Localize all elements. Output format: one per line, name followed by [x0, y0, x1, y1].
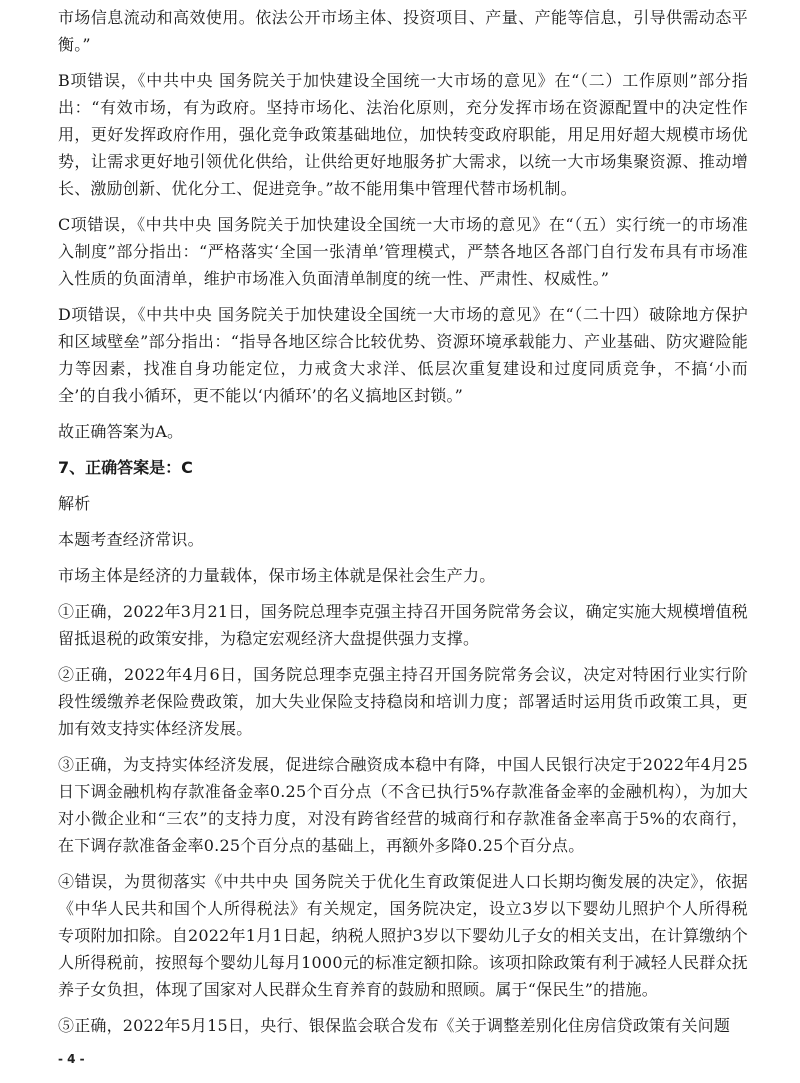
- analysis-item-4: ④错误，为贯彻落实《中共中央 国务院关于优化生育政策促进人口长期均衡发展的决定》，依据《中华人民共和国个人所得税法》有关规定，国务院决定，设立3岁以下婴幼儿照护个人所得税专项附加扣除。自2022年1月1日起，纳税人照护3岁以下婴幼儿子女的相关支出，在计算缴纳个人所得税前，按照每个婴幼儿每月1000元的标准定额扣除。该项扣除政策有利于减轻人民群众抚养子女负担，体现了国家对人民群众生育养育的鼓励和照顾。属于“保民生”的措施。: [58, 872, 748, 999]
- analysis-label: 解析: [58, 494, 91, 513]
- analysis-item-5: ⑤正确，2022年5月15日，央行、银保监会联合发布《关于调整差别化住房信贷政策有关问题: [58, 1016, 731, 1035]
- page-number: - 4 -: [58, 1052, 85, 1066]
- paragraph-option-d: D项错误，《中共中央 国务院关于加快建设全国统一大市场的意见》在“（二十四）破除地方保护和区域壁垒”部分指出：“指导各地区综合比较优势、资源环境承载能力、产业基础、防灾避险能力等因素，找准自身功能定位，力戒贪大求洋、低层次重复建设和过度同质竞争，不搞‘小而全’的自我小循环，更不能以‘内循环’的名义搞地区封锁。”: [58, 305, 748, 405]
- question-7-heading: 7、正确答案是：C: [58, 458, 193, 477]
- paragraph-continuation: 市场信息流动和高效使用。依法公开市场主体、投资项目、产量、产能等信息，引导供需动态平衡。”: [58, 8, 748, 54]
- paragraph-answer-conclusion: 故正确答案为A。: [58, 422, 184, 441]
- analysis-intro: 市场主体是经济的力量载体，保市场主体就是保社会生产力。: [58, 566, 496, 585]
- paragraph-option-c: C项错误，《中共中央 国务院关于加快建设全国统一大市场的意见》在“（五）实行统一的市场准入制度”部分指出：“严格落实‘全国一张清单’管理模式，严禁各地区各部门自行发布具有市场准入性质的负面清单，维护市场准入负面清单制度的统一性、严肃性、权威性。”: [58, 215, 748, 288]
- analysis-item-2: ②正确，2022年4月6日，国务院总理李克强主持召开国务院常务会议，决定对特困行业实行阶段性缓缴养老保险费政策，加大失业保险支持稳岗和培训力度；部署适时运用货币政策工具，更加有效支持实体经济发展。: [58, 665, 748, 738]
- document-page: [58, 4, 748, 1048]
- analysis-item-3: ③正确，为支持实体经济发展，促进综合融资成本稳中有降，中国人民银行决定于2022年4月25日下调金融机构存款准备金率0.25个百分点（不含已执行5%存款准备金率的金融机构），为加大对小微企业和“三农”的支持力度，对没有跨省经营的城商行和存款准备金率高于5%的农商行，在下调存款准备金率0.25个百分点的基础上，再额外多降0.25个百分点。: [58, 755, 748, 855]
- analysis-topic: 本题考查经济常识。: [58, 530, 204, 549]
- analysis-item-1: ①正确，2022年3月21日，国务院总理李克强主持召开国务院常务会议，确定实施大规模增值税留抵退税的政策安排，为稳定宏观经济大盘提供强力支撑。: [58, 602, 748, 648]
- paragraph-option-b: B项错误，《中共中央 国务院关于加快建设全国统一大市场的意见》在“（二）工作原则”部分指出：“有效市场，有为政府。坚持市场化、法治化原则，充分发挥市场在资源配置中的决定性作用，更好发挥政府作用，强化竞争政策基础地位，加快转变政府职能，用足用好超大规模市场优势，让需求更好地引领优化供给，让供给更好地服务扩大需求，以统一大市场集聚资源、推动增长、激励创新、优化分工、促进竞争。”故不能用集中管理代替市场机制。: [58, 71, 748, 198]
